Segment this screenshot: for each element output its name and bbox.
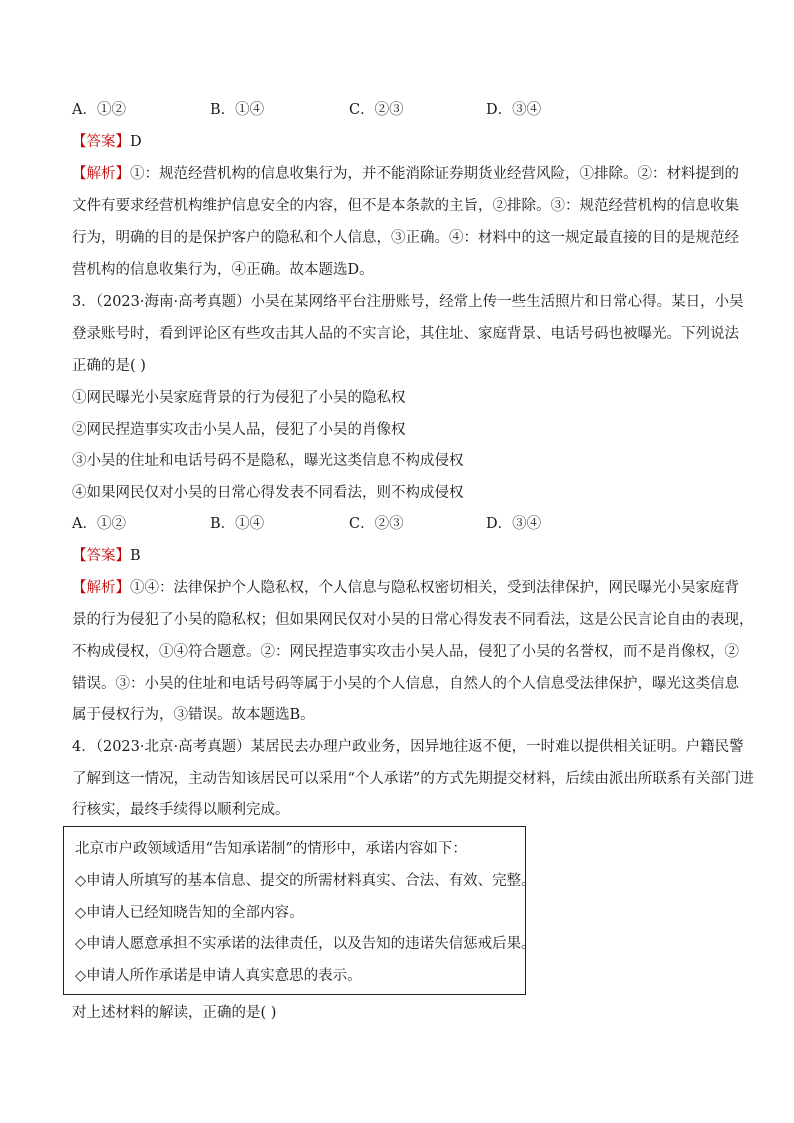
q2-analysis-line-1 [72, 164, 739, 184]
q3-options [72, 514, 732, 534]
q3-analysis-tag: 【解析】 [72, 580, 130, 596]
q3-option-a: A．①② [72, 516, 126, 532]
q3-stem-line-3: 正确的是( ) [72, 358, 146, 374]
q2-analysis-line-3: 行为，明确的目的是保护客户的隐私和个人信息，③正确。④：材料中的这一规定最直接的目的是规范经 [72, 230, 739, 246]
q4-box-line-4: ◇申请人愿意承担不实承诺的法律责任，以及告知的违诺失信惩戒后果。 [75, 936, 536, 952]
q2-option-b: B．①④ [210, 102, 265, 118]
q3-option-b: B．①④ [210, 516, 265, 532]
q3-statement-3: ③小吴的住址和电话号码不是隐私，曝光这类信息不构成侵权 [72, 453, 464, 469]
q2-answer-value: D [130, 134, 142, 150]
q3-answer [72, 546, 141, 566]
q3-stem-line-2: 登录账号时，看到评论区有些攻击其人品的不实言论，其住址、家庭背景、电话号码也被曝光。下列说法 [72, 326, 739, 342]
q2-option-a: A．①② [72, 102, 126, 118]
q3-analysis-line-5: 属于侵权行为，③错误。故本题选B。 [72, 707, 315, 723]
q3-answer-tag: 【答案】 [72, 548, 130, 564]
q2-analysis-line-2: 文件有要求经营机构维护信息安全的内容，但不是本条款的主旨，②排除。③：规范经营机构的信息收集 [72, 198, 739, 214]
q3-analysis-line-2: 景的行为侵犯了小吴的隐私权；但如果网民仅对小吴的日常心得发表不同看法，这是公民言论自由的表现， [72, 612, 754, 628]
q3-statement-4: ④如果网民仅对小吴的日常心得发表不同看法，则不构成侵权 [72, 485, 464, 501]
q3-analysis-line-4: 错误。③：小吴的住址和电话号码等属于小吴的个人信息，自然人的个人信息受法律保护，曝光这类信息 [72, 676, 739, 692]
q2-analysis-tag: 【解析】 [72, 166, 130, 182]
q3-analysis-text-1: ①④：法律保护个人隐私权，个人信息与隐私权密切相关，受到法律保护，网民曝光小吴家庭背 [130, 580, 739, 596]
q3-option-d: D．③④ [486, 516, 542, 532]
q2-answer-tag: 【答案】 [72, 134, 130, 150]
q3-stem-line-1: 3．（2023·海南·高考真题）小吴在某网络平台注册账号，经常上传一些生活照片和日常心得。某日，小吴 [72, 294, 744, 310]
q4-box-line-1: 北京市户政领域适用“告知承诺制”的情形中，承诺内容如下： [75, 841, 467, 857]
q2-options [72, 100, 732, 120]
q2-answer [72, 132, 142, 152]
q3-statement-2: ②网民捏造事实攻击小吴人品，侵犯了小吴的肖像权 [72, 422, 406, 438]
q4-stem-line-2: 了解到这一情况，主动告知该居民可以采用“个人承诺”的方式先期提交材料，后续由派出所联系有关部门进 [72, 771, 754, 787]
q2-option-d: D．③④ [486, 102, 542, 118]
q2-analysis-line-4: 营机构的信息收集行为，④正确。故本题选D。 [72, 262, 374, 278]
q4-material-box [63, 826, 536, 995]
q2-analysis-text-1: ①：规范经营机构的信息收集行为，并不能消除证券期货业经营风险，①排除。②：材料提到的 [130, 166, 739, 182]
q3-statement-1: ①网民曝光小吴家庭背景的行为侵犯了小吴的隐私权 [72, 390, 406, 406]
q4-box-line-2: ◇申请人所填写的基本信息、提交的所需材料真实、合法、有效、完整。 [75, 873, 536, 889]
q4-box-line-3: ◇申请人已经知晓告知的全部内容。 [75, 905, 304, 921]
q4-stem-line-3: 行核实，最终手续得以顺利完成。 [72, 802, 290, 818]
q4-box-line-5: ◇申请人所作承诺是申请人真实意思的表示。 [75, 968, 362, 984]
q4-stem-line-1: 4．（2023·北京·高考真题）某居民去办理户政业务，因异地往返不便，一时难以提供相关证明。户籍民警 [72, 739, 744, 755]
q2-option-c: C．②③ [349, 102, 404, 118]
q3-option-c: C．②③ [349, 516, 404, 532]
q3-analysis-line-3: 不构成侵权，①④符合题意。②：网民捏造事实攻击小吴人品，侵犯了小吴的名誉权，而不是肖像权，② [72, 644, 739, 660]
q3-analysis-line-1 [72, 578, 739, 598]
q4-question: 对上述材料的解读，正确的是( ) [72, 1005, 277, 1021]
q3-answer-value: B [130, 548, 141, 564]
